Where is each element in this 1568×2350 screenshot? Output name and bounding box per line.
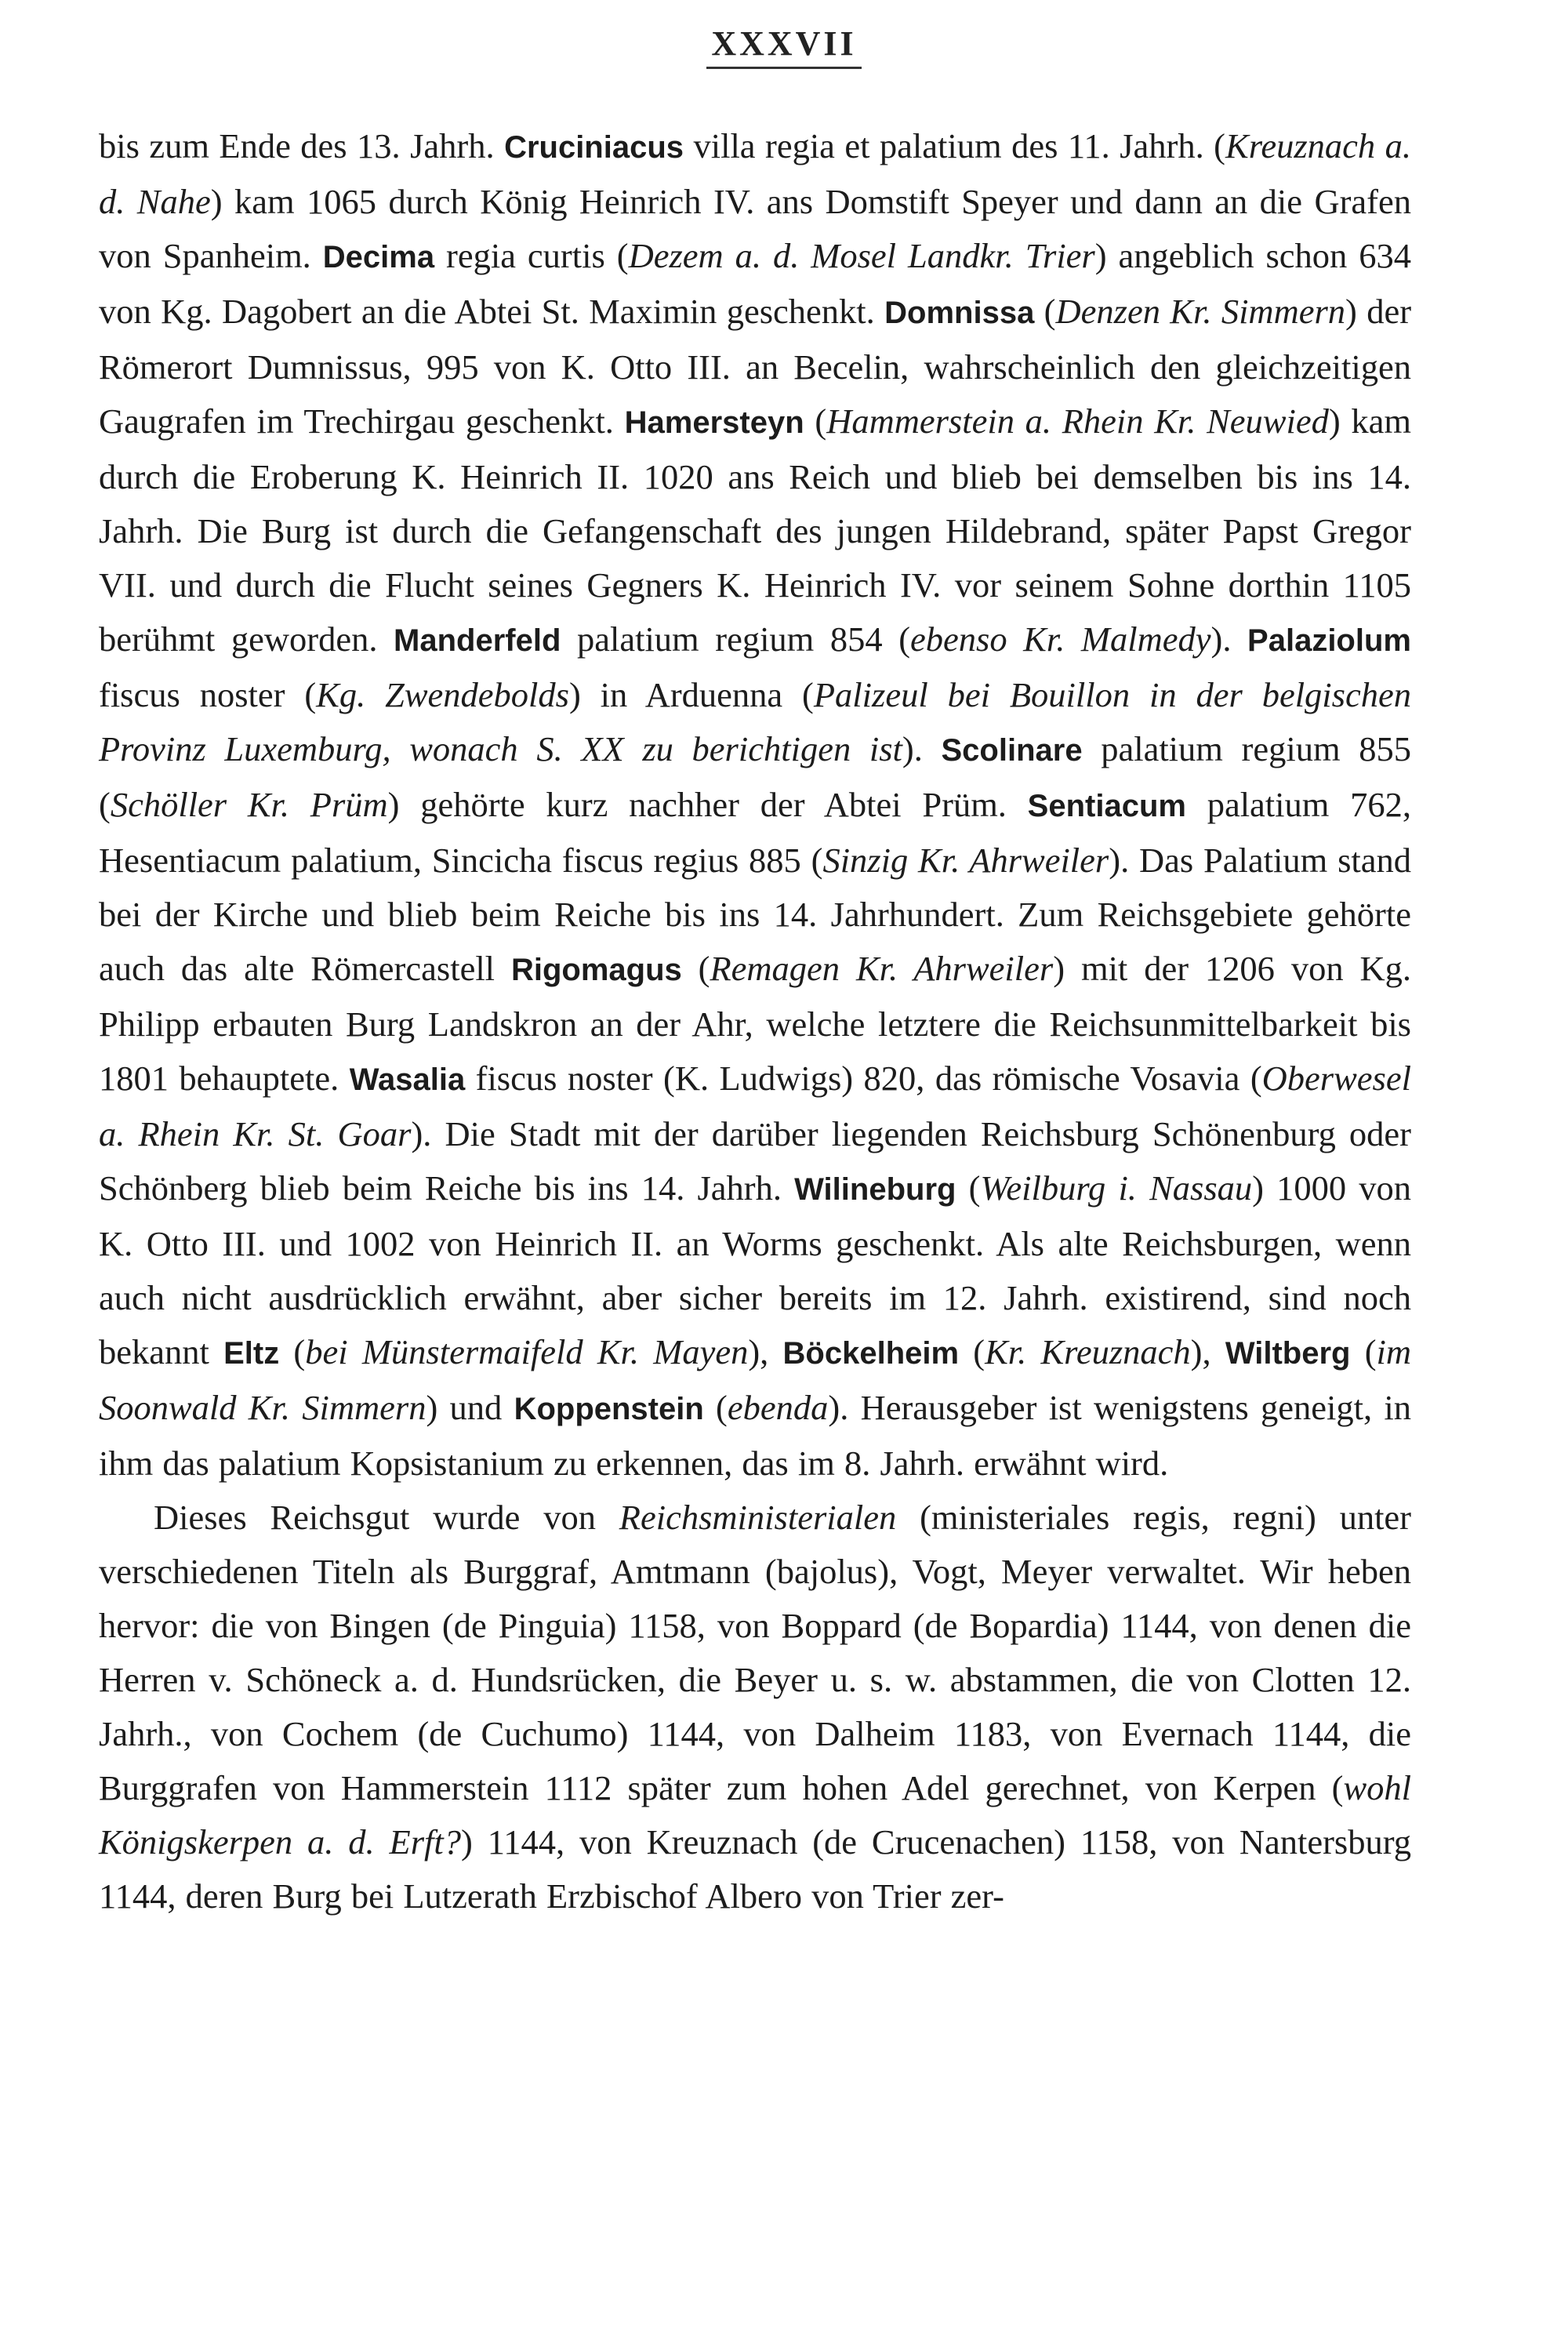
bold-place-name: Wiltberg	[1225, 1336, 1351, 1371]
text-run: ) kam 1065 durch König Heinrich IV. ans Domstift Speyer und dann an die Grafen von Spanheim.	[99, 182, 1411, 275]
italic-text: Reichsministerialen	[619, 1498, 897, 1537]
text-run: fiscus noster (	[99, 675, 317, 714]
text-run: ) kam durch die Eroberung K. Heinrich II. 1020 ans Reich und blieb bei demselben bis ins 14. Jahrh. Die Burg ist durch die Gefangenschaft des jungen Hildebrand, später Papst Gregor VII. und durch die Flucht seines Gegners K. Heinrich IV. vor seinem Sohne dorthin 1105 berühmt geworden.	[99, 401, 1411, 659]
bold-place-name: Scolinare	[941, 733, 1083, 768]
text-run: ). Das Palatium stand bei der Kirche und blieb beim Reiche bis ins 14. Jahrhundert. Zum Reichsgebiete gehörte auch das alte Römercastell	[99, 841, 1411, 988]
bold-place-name: Eltz	[223, 1336, 280, 1371]
main-text	[99, 119, 1411, 1923]
text-run: palatium regium 855 (	[99, 729, 1411, 824]
text-run: ). Die Stadt mit der darüber liegenden Reichsburg Schönenburg oder Schönberg blieb beim Reiche bis ins 14. Jahrh.	[99, 1114, 1411, 1208]
italic-text: im Soonwald Kr. Simmern	[99, 1332, 1412, 1427]
text-run: ) angeblich schon 634 von Kg. Dagobert an die Abtei St. Maximin geschenkt.	[99, 236, 1412, 331]
text-run: ),	[1190, 1332, 1225, 1371]
text-run: bis zum Ende des 13. Jahrh.	[99, 126, 505, 165]
paragraph-1	[99, 119, 1411, 1491]
text-run: palatium regium 854 (	[561, 619, 911, 659]
text-run: ) 1000 von K. Otto III. und 1002 von Heinrich II. an Worms geschenkt. Als alte Reichsburgen, wenn auch nicht ausdrücklich erwähnt, aber sicher bereits im 12. Jahrh. existirend, sind noch bekannt	[99, 1168, 1411, 1371]
italic-text: Kreuznach a. d. Nahe	[99, 126, 1411, 221]
text-run: regia curtis (	[434, 236, 629, 275]
text-run: (	[703, 1388, 728, 1427]
italic-text: Oberwesel a. Rhein Kr. St. Goar	[99, 1059, 1411, 1153]
text-run: ),	[748, 1332, 783, 1371]
text-run: ) der Römerort Dumnissus, 995 von K. Otto III. an Becelin, wahrscheinlich den gleichzeitigen Gaugrafen im Trechirgau geschenkt.	[99, 292, 1412, 441]
bold-place-name: Wasalia	[349, 1062, 466, 1097]
paragraph-2	[99, 1491, 1411, 1923]
italic-text: Schöller Kr. Prüm	[110, 785, 388, 824]
text-run: ) gehörte kurz nachher der Abtei Prüm.	[387, 785, 1028, 824]
italic-text: Palizeul bei Bouillon in der belgischen Provinz Luxemburg, wonach S. XX zu berichtigen ist	[99, 675, 1411, 768]
text-run: (	[1034, 292, 1056, 331]
text-run: (	[804, 401, 827, 441]
bold-place-name: Koppenstein	[514, 1392, 704, 1426]
italic-text: Remagen Kr. Ahrweiler	[710, 949, 1054, 988]
italic-text: ebenda	[727, 1388, 829, 1427]
italic-text: wohl Königskerpen a. d. Erft?	[99, 1768, 1411, 1861]
bold-place-name: Böckelheim	[782, 1336, 960, 1371]
page-number-header	[0, 24, 1568, 69]
text-run: (	[956, 1168, 981, 1208]
bold-place-name: Domnissa	[884, 296, 1035, 330]
text-run: (	[279, 1332, 306, 1371]
italic-text: Weilburg i. Nassau	[980, 1168, 1253, 1208]
text-run: (ministeriales regis, regni) unter verschiedenen Titeln als Burggraf, Amtmann (bajolus), Vogt, Meyer verwaltet. Wir heben hervor: die von Bingen (de Pinguia) 1158, von Boppard (de Bopardia) 1144, von denen die Herren v. Schöneck a. d. Hundsrücken, die Beyer u. s. w. abstammen, die von Clotten 12. Jahrh., von Cochem (de Cuchumo) 1144, von Dalheim 1183, von Evernach 1144, die Burggrafen von Hammerstein 1112 später zum hohen Adel gerechnet, von Kerpen (	[99, 1498, 1411, 1807]
bold-place-name: Hamersteyn	[624, 405, 804, 440]
bold-place-name: Cruciniacus	[504, 130, 684, 165]
bold-place-name: Manderfeld	[394, 623, 561, 658]
text-run: (	[959, 1332, 985, 1371]
bold-place-name: Decima	[322, 240, 435, 274]
page-number: XXXVII	[706, 24, 861, 69]
bold-place-name: Wilineburg	[794, 1172, 956, 1207]
text-run: ) mit der 1206 von Kg. Philipp erbauten Burg Landskron an der Ahr, welche letztere die Reichsunmittelbarkeit bis 1801 behauptete.	[99, 949, 1412, 1098]
bold-place-name: Rigomagus	[510, 953, 682, 987]
text-run: villa regia et palatium des 11. Jahrh. (	[684, 126, 1226, 165]
italic-text: Denzen Kr. Simmern	[1055, 292, 1346, 331]
text-run: (	[681, 949, 710, 988]
text-run: ).	[1210, 619, 1248, 659]
bold-place-name: Sentiacum	[1027, 789, 1186, 823]
italic-text: bei Münstermaifeld Kr. Mayen	[305, 1332, 749, 1371]
text-run: fiscus noster (K. Ludwigs) 820, das römische Vosavia (	[465, 1059, 1262, 1098]
text-run: (	[1350, 1332, 1377, 1371]
text-run: Dieses Reichsgut wurde von	[154, 1498, 619, 1537]
text-run: palatium 762, Hesentiacum palatium, Sincicha fiscus regius 885 (	[99, 785, 1411, 880]
text-run: ). Herausgeber ist wenigstens geneigt, in ihm das palatium Kopsistanium zu erkennen, das im 8. Jahrh. erwähnt wird.	[99, 1388, 1411, 1483]
italic-text: Hammerstein a. Rhein Kr. Neuwied	[826, 401, 1329, 441]
bold-place-name: Palaziolum	[1247, 623, 1411, 658]
text-run: ) und	[426, 1388, 514, 1427]
italic-text: Sinzig Kr. Ahrweiler	[822, 841, 1109, 880]
text-run: ) in Arduenna (	[568, 675, 814, 714]
text-run: ).	[902, 729, 942, 768]
text-run: ) 1144, von Kreuznach (de Crucenachen) 1158, von Nantersburg 1144, deren Burg bei Lutzerath Erzbischof Albero von Trier zer-	[99, 1822, 1411, 1916]
italic-text: ebenso Kr. Malmedy	[910, 619, 1211, 659]
italic-text: Kg. Zwendebolds	[316, 675, 569, 714]
italic-text: Kr. Kreuznach	[985, 1332, 1191, 1371]
italic-text: Dezem a. d. Mosel Landkr. Trier	[628, 236, 1095, 275]
